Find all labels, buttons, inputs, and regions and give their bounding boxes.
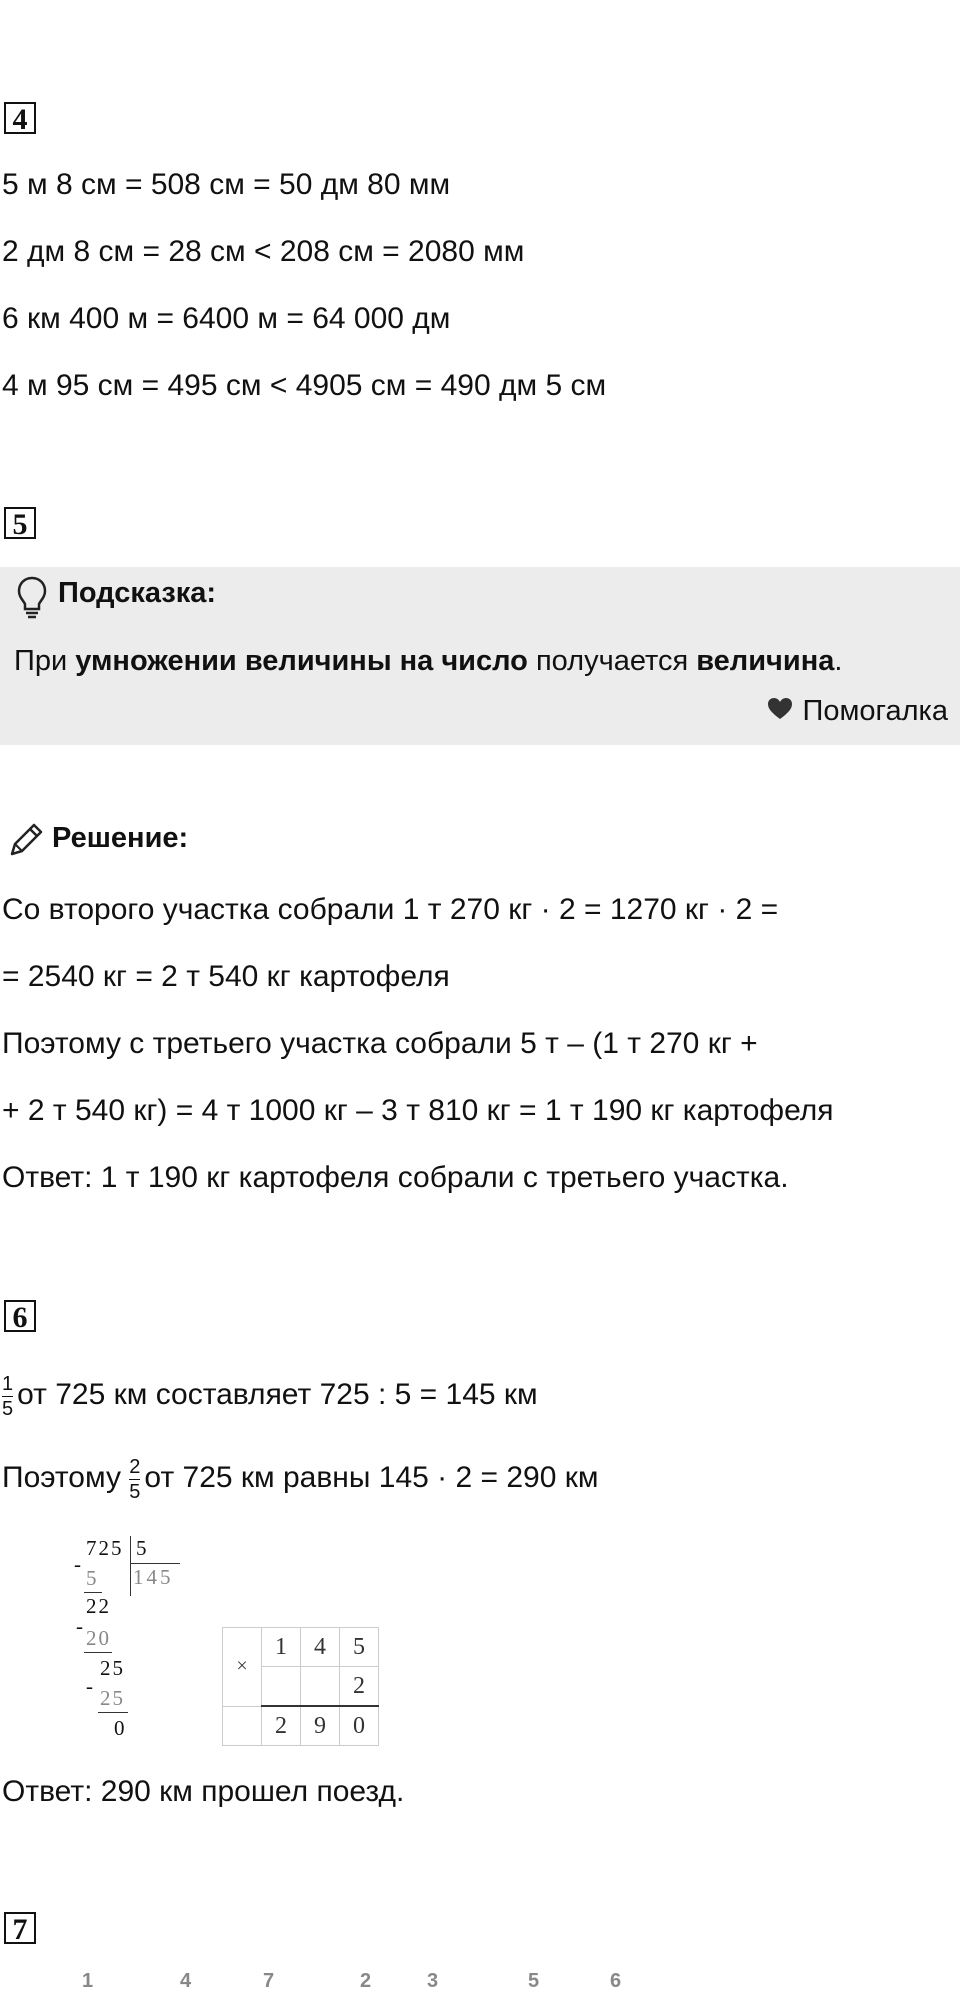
section5-line-3: Поэтому с третьего участка собрали 5 т – (1 т 270 кг + <box>2 1027 758 1060</box>
division-remainder-2: 25 <box>100 1656 125 1680</box>
mult-cell <box>223 1706 262 1746</box>
lightbulb-icon <box>16 575 48 624</box>
section4-line-4: 4 м 95 см = 495 см < 4905 см = 490 дм 5 см <box>2 369 607 402</box>
multiply-sign: × <box>223 1628 262 1707</box>
mult-result-cell: 9 <box>301 1706 340 1746</box>
solution-title: Решение: <box>52 822 189 854</box>
section5-line-2: = 2540 кг = 2 т 540 кг картофеля <box>2 960 450 993</box>
division-bar-vertical <box>130 1536 131 1596</box>
multiplication-table <box>222 1627 379 1746</box>
hint-credit <box>766 695 948 729</box>
division-underline-1 <box>84 1592 102 1593</box>
mult-cell: 5 <box>340 1628 379 1667</box>
hint-box <box>0 567 960 745</box>
task-number-5: 5 <box>4 507 36 539</box>
division-step-3: 25 <box>100 1686 125 1710</box>
hint-credit-label: Помогалка <box>802 695 948 727</box>
mult-cell <box>301 1667 340 1707</box>
quotient: 145 <box>133 1565 174 1589</box>
task-number-4: 4 <box>4 102 36 134</box>
task-number-6: 6 <box>4 1300 36 1332</box>
section4-line-1: 5 м 8 см = 508 см = 50 дм 80 мм <box>2 168 451 201</box>
mult-cell <box>262 1667 301 1707</box>
section6-line-1: $\frac{1}{5}$ от 725 км составляет 725 : 5 = 145 км <box>2 1372 538 1420</box>
mult-result-cell: 2 <box>262 1706 301 1746</box>
division-remainder-1: 22 <box>86 1594 111 1618</box>
ruler-label: 6 <box>610 1970 622 1992</box>
section6-answer: Ответ: 290 км прошел поезд. <box>2 1775 405 1808</box>
minus-sign-2: - <box>76 1614 83 1638</box>
dividend: 725 <box>86 1536 124 1560</box>
ruler-label: 1 <box>82 1970 94 1992</box>
mult-result-cell: 0 <box>340 1706 379 1746</box>
section5-line-1: Со второго участка собрали 1 т 270 кг · 2 = 1270 кг · 2 = <box>2 893 779 926</box>
section4-line-2: 2 дм 8 см = 28 см < 208 см = 2080 мм <box>2 235 525 268</box>
ruler-label: 2 <box>360 1970 372 1992</box>
fraction-two-fifths: $\frac{2}{5}$ <box>129 1455 141 1503</box>
minus-sign-1: - <box>74 1552 81 1576</box>
division-underline-3 <box>98 1712 128 1713</box>
ruler-label: 7 <box>263 1970 275 1992</box>
minus-sign-3: - <box>86 1674 93 1698</box>
mult-cell: 2 <box>340 1667 379 1707</box>
divisor: 5 <box>136 1536 147 1560</box>
division-step-2: 20 <box>86 1626 111 1650</box>
ruler-label: 3 <box>427 1970 439 1992</box>
ruler-label: 5 <box>528 1970 540 1992</box>
division-bar-horizontal <box>130 1563 180 1564</box>
fraction-one-fifth: $\frac{1}{5}$ <box>2 1372 14 1420</box>
task-number-7: 7 <box>4 1912 36 1944</box>
mult-cell: 1 <box>262 1628 301 1667</box>
hint-text: При умножении величины на число получается величина. <box>14 645 843 677</box>
pencil-icon <box>6 820 46 865</box>
ruler-label: 4 <box>180 1970 192 1992</box>
mult-cell: 4 <box>301 1628 340 1667</box>
division-final: 0 <box>114 1716 125 1740</box>
section6-line-2: Поэтому $\frac{2}{5}$ от 725 км равны 145 · 2 = 290 км <box>2 1455 599 1503</box>
hint-title: Подсказка: <box>58 577 217 609</box>
division-underline-2 <box>84 1652 112 1653</box>
division-step-1: 5 <box>86 1566 97 1590</box>
section5-line-4: + 2 т 540 кг) = 4 т 1000 кг – 3 т 810 кг = 1 т 190 кг картофеля <box>2 1094 834 1127</box>
section5-answer: Ответ: 1 т 190 кг картофеля собрали с третьего участка. <box>2 1161 789 1194</box>
heart-icon <box>766 696 794 729</box>
section4-line-3: 6 км 400 м = 6400 м = 64 000 дм <box>2 302 451 335</box>
